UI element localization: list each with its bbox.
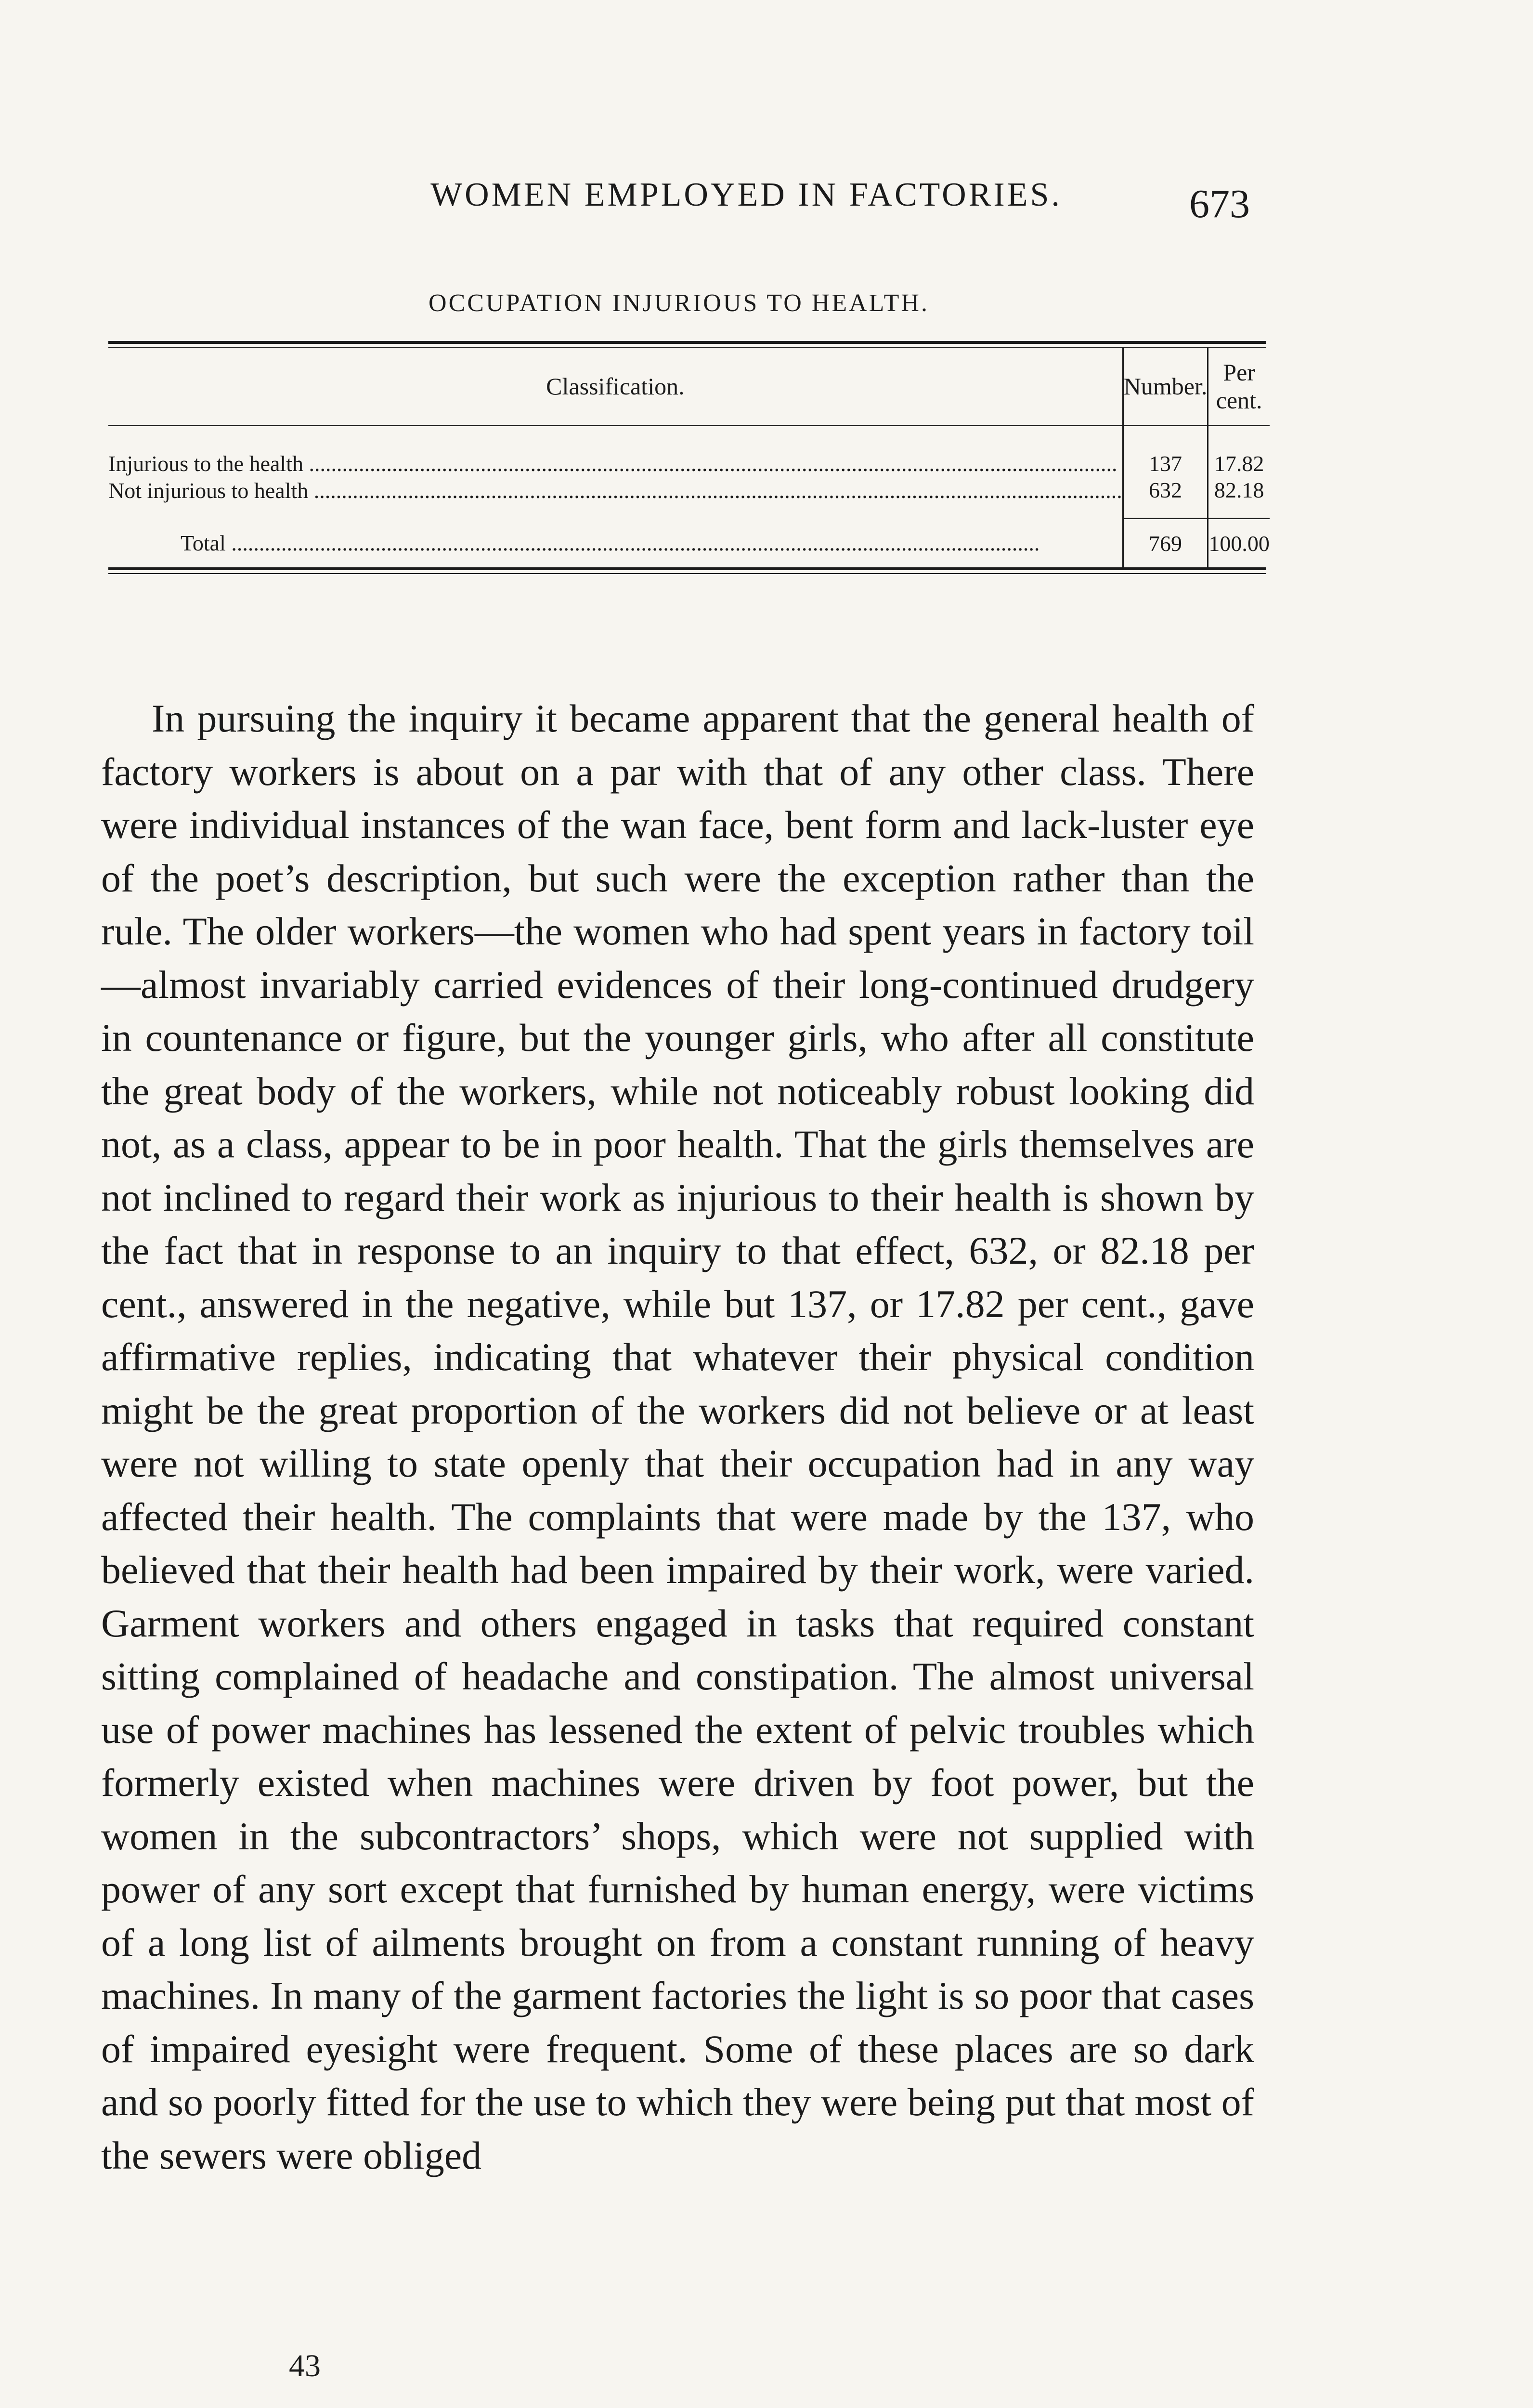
table-bottom-rule — [108, 567, 1266, 574]
row-percent: 17.82 — [1208, 426, 1270, 477]
signature-mark: 43 — [289, 2348, 321, 2383]
row-label: Not injurious to health ..... — [108, 477, 1123, 519]
row-label: Injurious to the health ..... — [108, 426, 1123, 477]
column-header-number: Number. — [1123, 348, 1208, 426]
column-header-classification: Classification. — [546, 373, 685, 400]
row-number: 137 — [1123, 426, 1208, 477]
running-head: WOMEN EMPLOYED IN FACTORIES. — [430, 176, 1062, 213]
total-percent: 100.00 — [1208, 519, 1270, 568]
row-percent: 82.18 — [1208, 477, 1270, 519]
table-row — [108, 477, 1270, 519]
table-top-rule — [108, 341, 1266, 348]
statistics-table — [108, 341, 1270, 574]
table-total-row — [108, 519, 1270, 568]
row-number: 632 — [1123, 477, 1208, 519]
table-header-row — [108, 348, 1270, 426]
table-title: OCCUPATION INJURIOUS TO HEALTH. — [429, 289, 929, 317]
column-header-percent: Per cent. — [1208, 348, 1270, 426]
table-grid — [108, 348, 1270, 567]
total-label: Total ..... — [108, 519, 1123, 568]
body-paragraph: In pursuing the inquiry it became apparent that the general health of factory workers is about on a par with that of any other class. There were individual instances of the wan face, bent form and lack-luster eye of the poet’s description, but such were the exception rather than the rule. The older workers—the women who had spent years in factory toil—almost invariably carried evidences of their long-continued drudgery in countenance or figure, but the younger girls, who after all constitute the great body of the workers, while not noticeably robust looking did not, as a class, appear to be in poor health. That the girls themselves are not inclined to regard their work as injurious to their health is shown by the fact that in response to an inquiry to that effect, 632, or 82.18 per cent., answered in the negative, while but 137, or 17.82 per cent., gave affirmative replies, indicating that whatever their physical condition might be the great proportion of the workers did not believe or at least were not willing to state openly that their occupation had in any way affected their health. The complaints that were made by the 137, who believed that their health had been impaired by their work, were varied. Garment workers and others engaged in tasks that required constant sitting complained of headache and constipation. The almost universal use of power machines has lessened the extent of pelvic troubles which formerly existed when machines were driven by foot power, but the women in the subcontractors’ shops, which were not supplied with power of any sort except that furnished by human energy, were victims of a long list of ailments brought on from a constant running of heavy machines. In many of the garment factories the light is so poor that cases of impaired eyesight were frequent. Some of these places are so dark and so poorly fitted for the use to which they were being put that most of the sewers were obliged — [101, 696, 1254, 2177]
page-number: 673 — [1189, 182, 1250, 226]
table-row — [108, 426, 1270, 477]
total-number: 769 — [1123, 519, 1208, 568]
